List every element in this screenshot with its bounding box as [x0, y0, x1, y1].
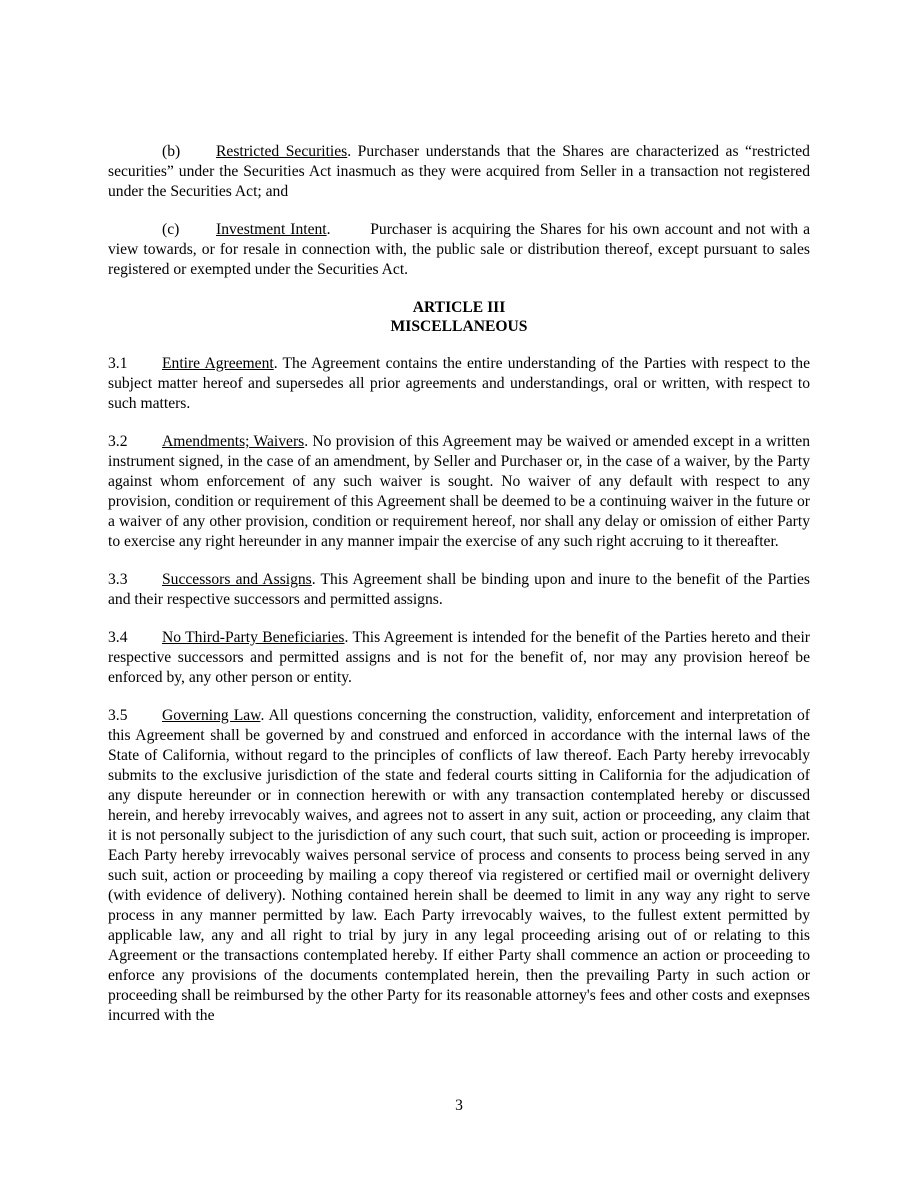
section-title: Successors and Assigns	[162, 571, 312, 588]
paragraph-text: . Purchaser is acquiring the Shares for his own account and not with a view towards, or for resale in connection with, the public sale or distribution thereof, except pursuant to sales registered or exempted under the Securities Act.	[108, 221, 814, 278]
section-text: . This Agreement shall be binding upon and inure to the benefit of the Parties and their respective successors and permitted assigns.	[108, 571, 810, 608]
section-title: No Third-Party Beneficiaries	[162, 629, 345, 646]
section-number: 3.3	[108, 571, 128, 588]
paragraph-label: (c)	[162, 221, 180, 238]
section-3-2	[108, 432, 810, 552]
document-body	[108, 142, 814, 1044]
page-number: 3	[455, 1097, 463, 1114]
section-title: Entire Agreement	[162, 355, 274, 372]
paragraph-label: (b)	[162, 143, 181, 160]
section-3-5	[108, 706, 810, 1026]
paragraph-investment-intent	[108, 220, 814, 280]
section-title: Governing Law	[162, 707, 261, 724]
paragraph-restricted-securities	[108, 142, 810, 202]
section-title: Amendments; Waivers	[162, 433, 305, 450]
paragraph-title: Restricted Securities	[216, 143, 348, 160]
paragraph-text: . Purchaser understands that the Shares are characterized as “restricted securities” under the Securities Act inasmuch as they were acquired from Seller in a transaction not registered under the Securities Act; and	[108, 143, 810, 200]
article-heading	[108, 298, 810, 336]
section-3-3	[108, 570, 810, 610]
section-number: 3.5	[108, 707, 128, 724]
section-text: . All questions concerning the construction, validity, enforcement and interpretation of this Agreement shall be governed by and construed and enforced in accordance with the internal laws of the State of California, without regard to the principles of conflicts of law thereof. Each Party hereby irrevocably submits to the exclusive jurisdiction of the state and federal courts sitting in California for the adjudication of any dispute hereunder or in connection herewith or with any transaction contemplated hereby or discussed herein, and hereby irrevocably waives, and agrees not to assert in any suit, action or proceeding, any claim that it is not personally subject to the jurisdiction of any such court, that such suit, action or proceeding is improper. Each Party hereby irrevocably waives personal service of process and consents to process being served in any such suit, action or proceeding by mailing a copy thereof via registered or certified mail or overnight delivery (with evidence of delivery). Nothing contained herein shall be deemed to limit in any way any right to serve process in any manner permitted by law. Each Party irrevocably waives, to the fullest extent permitted by applicable law, any and all right to trial by jury in any legal proceeding arising out of or relating to this Agreement or the transactions contemplated hereby. If either Party shall commence an action or proceeding to enforce any provisions of the documents contemplated herein, then the prevailing Party in such action or proceeding shall be reimbursed by the other Party for its reasonable attorney's fees and other costs and exepnses incurred with the	[108, 707, 810, 1024]
section-3-4	[108, 628, 810, 688]
section-text: . This Agreement is intended for the benefit of the Parties hereto and their respective successors and permitted assigns and is not for the benefit of, nor may any provision hereof be enforced by, any other person or entity.	[108, 629, 810, 686]
section-text: . The Agreement contains the entire understanding of the Parties with respect to the subject matter hereof and supersedes all prior agreements and understandings, oral or written, with respect to such matters.	[108, 355, 810, 412]
paragraph-title: Investment Intent	[216, 221, 327, 238]
section-number: 3.4	[108, 629, 128, 646]
article-title: MISCELLANEOUS	[390, 318, 528, 335]
section-number: 3.1	[108, 355, 128, 372]
section-number: 3.2	[108, 433, 128, 450]
section-text: . No provision of this Agreement may be waived or amended except in a written instrument signed, in the case of an amendment, by Seller and Purchaser or, in the case of a waiver, by the Party against whom enforcement of any such waiver is sought. No waiver of any default with respect to any provision, condition or requirement of this Agreement shall be deemed to be a continuing waiver in the future or a waiver of any other provision, condition or requirement hereof, nor shall any delay or omission of either Party to exercise any right hereunder in any manner impair the exercise of any such right accruing to it thereafter.	[108, 433, 810, 550]
article-number: ARTICLE III	[412, 299, 506, 316]
section-3-1	[108, 354, 810, 414]
